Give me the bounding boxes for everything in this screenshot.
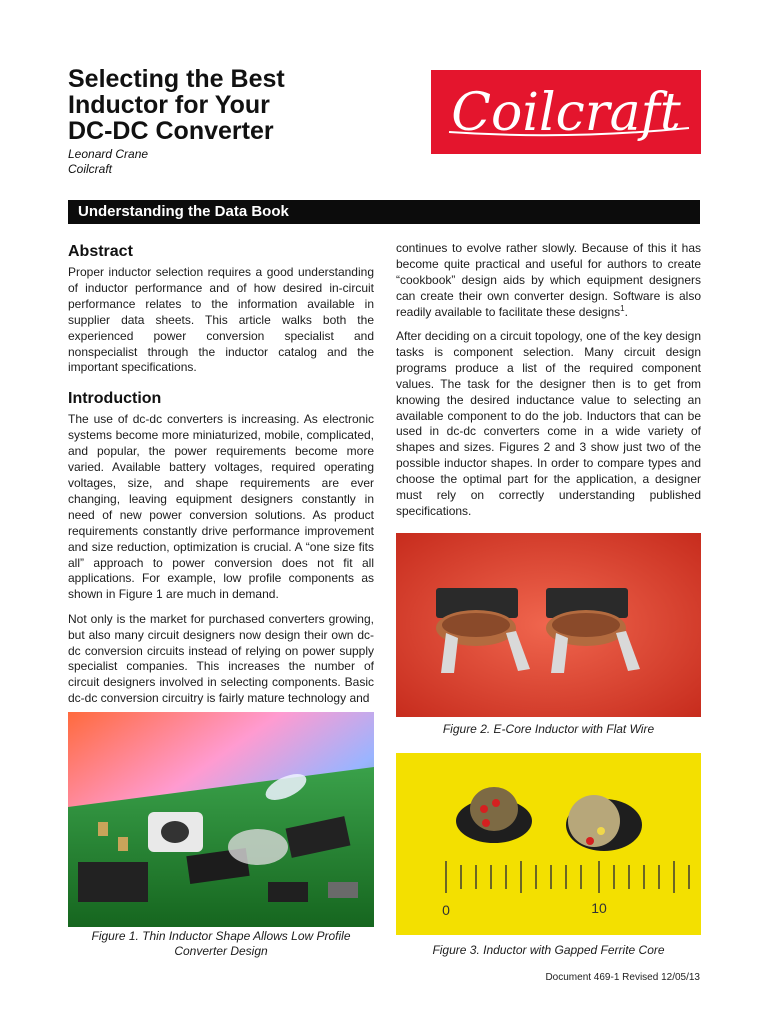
scale-label-10: 10 [591,900,607,916]
document-revision: Document 469-1 Revised 12/05/13 [545,972,700,983]
abstract-body: Proper inductor selection requires a good understanding of inductor performance and of how desired in-circuit performance relates to the information available in supplier data sheets. This article walks both the experienced power conversion specialist and nonspecialist through the inductor catalog and the important specifications. [68,265,374,375]
byline [68,147,148,177]
logo-text: Coilcraft [451,83,681,143]
figure-2-image [396,533,701,717]
author-company: Coilcraft [68,162,113,176]
title-line-3: DC-DC Converter [68,117,274,145]
left-column [68,242,374,716]
intro-paragraph-1: The use of dc-dc converters is increasing. As electronic systems become more miniaturized, mobile, complicated, and popular, the power requirements become more varied. Available battery voltages, required operating voltages, size, and shape requirements are ever changing, leaving equipment designers constantly in need of new power conversion solutions. As product requirements constantly drive performance improvement and size reduction, optimization is crucial. A “one size fits all” approach to power conversion does not fit all applications. For example, low profile components as shown in Figure 1 are much in demand. [68,412,374,602]
figure-3-caption: Figure 3. Inductor with Gapped Ferrite Core [432,943,665,957]
figure-1-caption: Figure 1. Thin Inductor Shape Allows Low Profile Converter Design [91,929,351,958]
intro-paragraph-3-text: continues to evolve rather slowly. Because of this it has become quite practical and useful for authors to create “cookbook” design aids by which equipment designers can create their own converter design. Software is also readily available to facilitate these designs [396,241,701,319]
intro-paragraph-4: After deciding on a circuit topology, one of the key design tasks is component selection. Many circuit design programs produce a list of the required component values. The task for the designer then is to get from knowing the desired inductance value to selecting an available component to do the job. Inductors that can be used in dc-dc converters come in a wide variety of shapes and sizes. Figures 2 and 3 show just two of the possible inductor shapes. In order to compare types and choose the optimal part for the application, a designer must rely on correctly understanding published specifications. [396,329,701,518]
title-line-2: Inductor for Your [68,91,270,119]
intro-paragraph-2: Not only is the market for purchased converters growing, but also many circuit designers now design their own dc-dc conversion circuits instead of relying on power supply specialist companies. This increases the number of circuit designers involved in selecting components. Basic dc-dc conversion circuitry is fairly mature technology and [68,611,374,706]
section-heading: Understanding the Data Book [68,200,700,224]
figure-3-image [396,753,701,935]
introduction-heading: Introduction [68,390,162,408]
title-line-1: Selecting the Best [68,65,285,93]
author-name: Leonard Crane [68,147,149,161]
right-column [396,241,701,528]
figure-2-caption: Figure 2. E-Core Inductor with Flat Wire [442,722,655,736]
scale-label-0: 0 [442,902,450,918]
intro-paragraph-3-end: . [624,304,628,319]
intro-paragraph-3 [396,241,701,321]
article-title [68,66,388,144]
figure-1-image [68,712,374,927]
abstract-heading: Abstract [68,243,133,260]
footnote-marker: 1 [620,303,625,313]
coilcraft-logo [431,70,701,154]
